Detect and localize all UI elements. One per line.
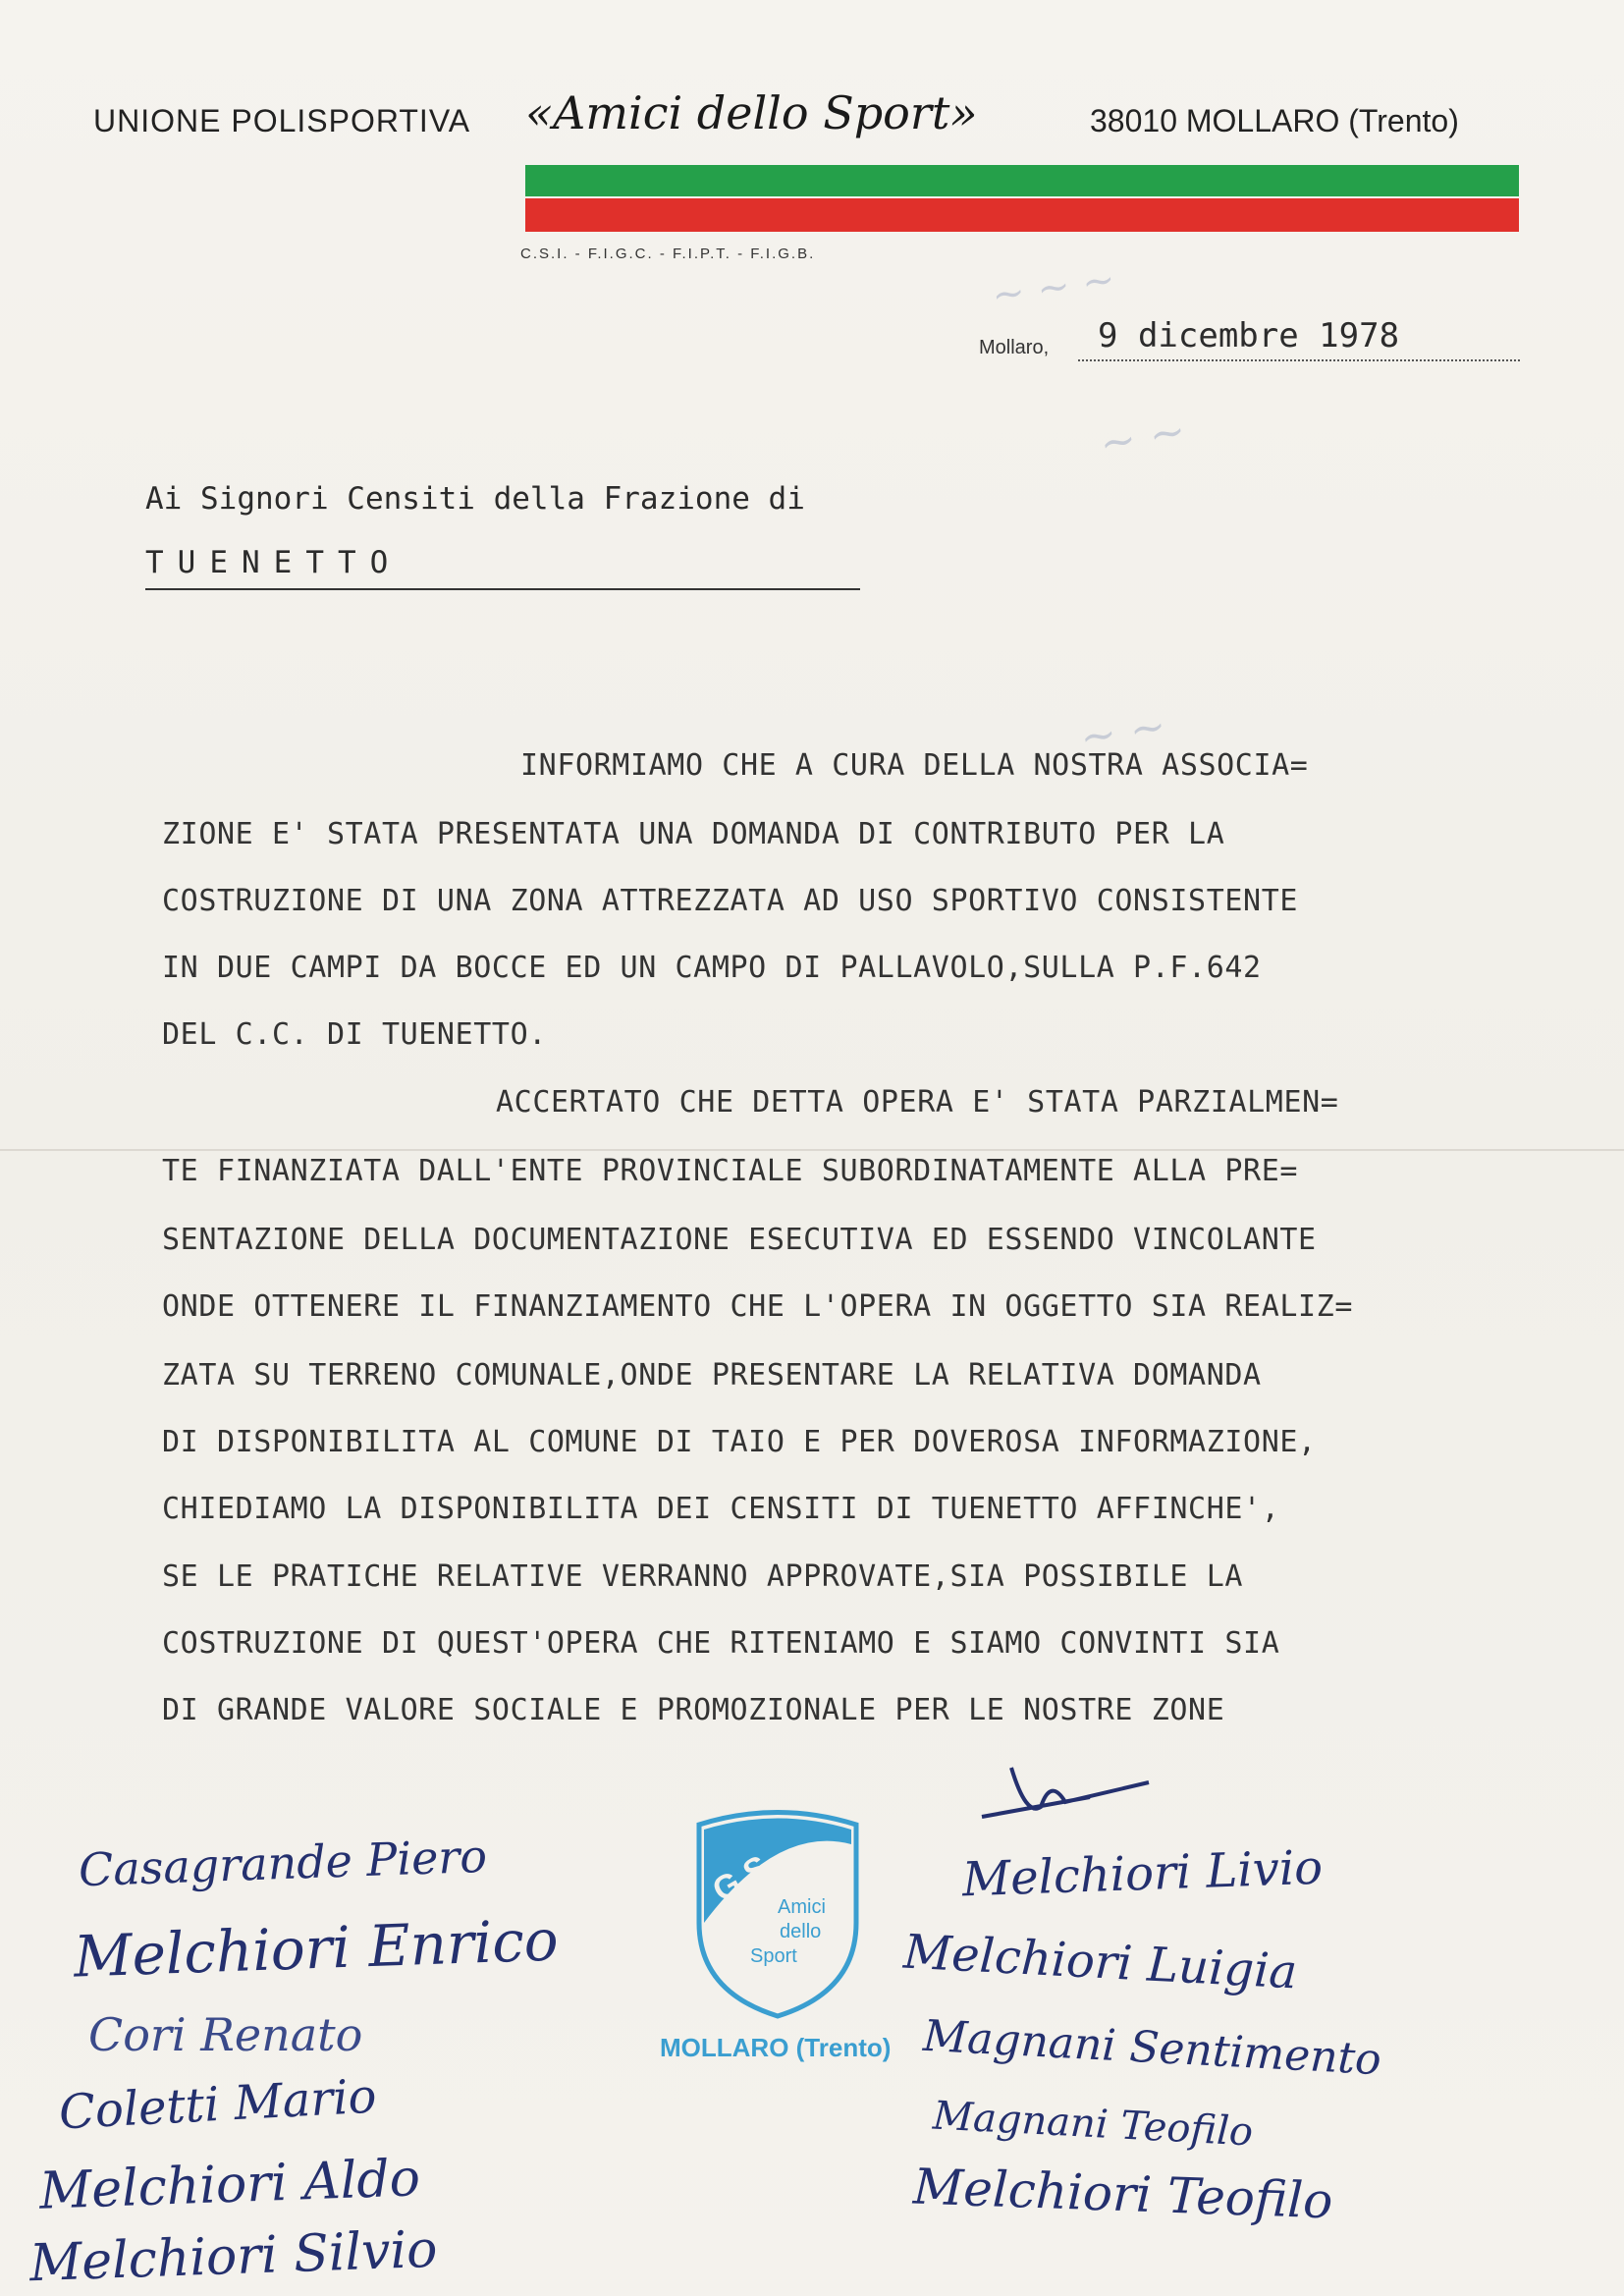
body-line: DEL C.C. DI TUENETTO.: [162, 1017, 547, 1052]
signature-left: Melchiori Enrico: [72, 1906, 560, 1991]
recipient-line-2: TUENETTO: [145, 545, 860, 590]
letterhead-green-stripe: [525, 165, 1519, 196]
letterhead-org-name: «Amici dello Sport»: [525, 86, 978, 139]
body-line: COSTRUZIONE DI UNA ZONA ATTREZZATA AD USO SPORTIVO CONSISTENTE: [162, 884, 1299, 918]
body-line: ZATA SU TERRENO COMUNALE,ONDE PRESENTARE LA RELATIVA DOMANDA: [162, 1358, 1262, 1393]
logo-initials: G.S.: [706, 1843, 784, 1910]
bleed-through-mark: ~ ~: [1076, 700, 1170, 764]
logo-line-1: Amici: [778, 1896, 826, 1918]
signature-left: Melchiori Silvio: [28, 2219, 439, 2294]
paper-fold: [0, 1149, 1624, 1151]
logo-line-3: Sport: [750, 1945, 797, 1967]
letterhead-address: 38010 MOLLARO (Trento): [1090, 103, 1459, 138]
body-line: TE FINANZIATA DALL'ENTE PROVINCIALE SUBORDINATAMENTE ALLA PRE=: [162, 1154, 1299, 1188]
signature-right: Melchiori Luigia: [901, 1924, 1299, 2000]
signature-right: Magnani Sentimento: [921, 2010, 1382, 2086]
bleed-through-mark: ~ ~: [1096, 405, 1190, 470]
signature-right: Melchiori Livio: [961, 1839, 1324, 1908]
initials-scribble: [972, 1758, 1168, 1836]
signature-left: Coletti Mario: [57, 2068, 378, 2141]
letterhead-red-stripe: [525, 198, 1519, 232]
bleed-through-mark: ~ ~ ~: [989, 256, 1118, 319]
letterhead-org-prefix: UNIONE POLISPORTIVA: [93, 103, 471, 138]
signature-left: Casagrande Piero: [78, 1829, 488, 1897]
body-line: DI DISPONIBILITA AL COMUNE DI TAIO E PER DOVEROSA INFORMAZIONE,: [162, 1425, 1317, 1459]
signature-right: Melchiori Teofilo: [912, 2158, 1334, 2230]
date-value: 9 dicembre 1978: [1078, 316, 1520, 361]
body-line: CHIEDIAMO LA DISPONIBILITA DEI CENSITI DI TUENETTO AFFINCHE',: [162, 1492, 1280, 1526]
body-line: SENTAZIONE DELLA DOCUMENTAZIONE ESECUTIVA ED ESSENDO VINCOLANTE: [162, 1223, 1317, 1257]
signature-left: Cori Renato: [88, 2008, 363, 2061]
body-line: INFORMIAMO CHE A CURA DELLA NOSTRA ASSOCIA=: [520, 748, 1309, 783]
body-line: COSTRUZIONE DI QUEST'OPERA CHE RITENIAMO E SIAMO CONVINTI SIA: [162, 1626, 1280, 1661]
body-line: DI GRANDE VALORE SOCIALE E PROMOZIONALE PER LE NOSTRE ZONE: [162, 1693, 1225, 1727]
body-line: ONDE OTTENERE IL FINANZIAMENTO CHE L'OPERA IN OGGETTO SIA REALIZ=: [162, 1289, 1353, 1324]
signature-left: Melchiori Aldo: [38, 2149, 421, 2221]
body-line: IN DUE CAMPI DA BOCCE ED UN CAMPO DI PALLAVOLO,SULLA P.F.642: [162, 951, 1262, 985]
body-line: ZIONE E' STATA PRESENTATA UNA DOMANDA DI CONTRIBUTO PER LA: [162, 817, 1225, 851]
signature-right: Magnani Teofilo: [932, 2093, 1255, 2156]
body-line: SE LE PRATICHE RELATIVE VERRANNO APPROVATE,SIA POSSIBILE LA: [162, 1559, 1244, 1594]
recipient-line-1: Ai Signori Censiti della Frazione di: [145, 481, 805, 517]
club-shield-logo: [679, 1805, 876, 2021]
letterhead-federations: C.S.I. - F.I.G.C. - F.I.P.T. - F.I.G.B.: [520, 246, 816, 262]
logo-line-2: dello: [780, 1921, 822, 1942]
body-line: ACCERTATO CHE DETTA OPERA E' STATA PARZIALMEN=: [496, 1085, 1339, 1120]
logo-caption: MOLLARO (Trento): [660, 2033, 892, 2062]
date-place: Mollaro,: [979, 337, 1050, 358]
